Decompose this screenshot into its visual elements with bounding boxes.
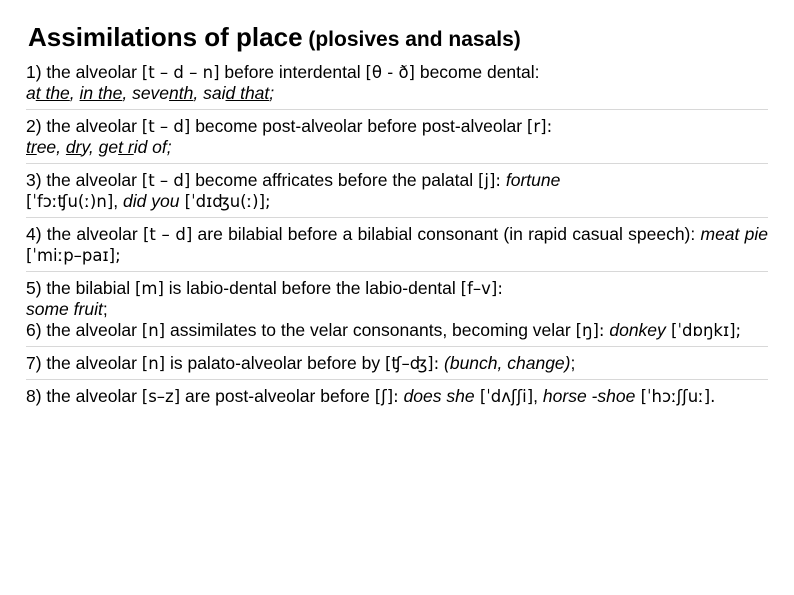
item-text: is palato-alveolar before by <box>165 353 385 373</box>
example-word: some fruit <box>26 299 103 319</box>
item-text: 5) the bilabial <box>26 278 135 298</box>
list-item-8 <box>26 386 768 407</box>
ipa-transcription: [t – d] <box>141 117 191 136</box>
ipa-transcription: [f–v]: <box>460 279 503 298</box>
ipa-transcription: [n] <box>141 354 166 373</box>
example-word: does she <box>398 386 475 406</box>
list-item-1 <box>26 62 768 110</box>
example-words: tree, dry, get rid of; <box>26 137 172 157</box>
item-text: , <box>533 386 543 406</box>
ipa-transcription: [ʧ–ʤ]: <box>384 354 440 373</box>
item-text: become post-alveolar before post-alveolar <box>190 116 527 136</box>
ipa-transcription: [s–z] <box>141 387 181 406</box>
item-text: 7) the alveolar <box>26 353 142 373</box>
title-main: Assimilations of place <box>28 22 303 52</box>
list-item-5-6 <box>26 278 768 347</box>
item-text: ; <box>570 353 576 373</box>
ipa-transcription: [t – d] <box>142 225 193 244</box>
example-word: horse -shoe <box>542 386 636 406</box>
ipa-transcription: [ˈdɒŋkɪ]; <box>665 321 742 340</box>
item-text: 8) the alveolar <box>26 386 142 406</box>
ipa-transcription: [m] <box>134 279 164 298</box>
ipa-transcription: [ˈhɔːʃʃuː]. <box>635 387 716 406</box>
item-text: become dental: <box>414 62 540 82</box>
example-word: did you <box>123 191 180 211</box>
ipa-transcription: [ʃ]: <box>374 387 399 406</box>
example-word: meat pie <box>700 224 769 244</box>
item-text: 2) the alveolar <box>26 116 142 136</box>
slide-title <box>28 22 770 53</box>
item-text: are post-alveolar before <box>180 386 375 406</box>
example-words: (bunch, change) <box>439 353 571 373</box>
ipa-transcription: [t – d] <box>141 171 191 190</box>
example-word: fortune <box>501 170 561 190</box>
ipa-transcription: [ˈdɪʤu(ː)]; <box>179 192 271 211</box>
item-text: are bilabial before a bilabial consonant (in rapid casual speech): <box>192 224 701 244</box>
ipa-transcription: [j]: <box>477 171 501 190</box>
ipa-transcription: [ˈfɔːʧu(ː)n] <box>26 192 114 211</box>
ipa-transcription: [t – d – n] <box>141 63 220 82</box>
example-words: at the, in the, seventh, said that; <box>26 83 275 103</box>
title-sub: (plosives and nasals) <box>302 28 521 51</box>
ipa-transcription: [ˈmiːp–paɪ]; <box>26 246 121 265</box>
list-item-4 <box>26 224 768 272</box>
item-text: , <box>113 191 123 211</box>
item-text: 4) the alveolar <box>26 224 143 244</box>
item-text: before interdental <box>219 62 366 82</box>
example-word: donkey <box>604 320 666 340</box>
ipa-transcription: [ŋ]: <box>575 321 605 340</box>
ipa-transcription: [r]: <box>526 117 553 136</box>
item-text: ; <box>102 299 108 319</box>
list-item-3 <box>26 170 768 218</box>
item-text: 6) the alveolar <box>26 320 142 340</box>
item-text: become affricates before the palatal <box>190 170 478 190</box>
item-text: 1) the alveolar <box>26 62 142 82</box>
list-item-7 <box>26 353 768 380</box>
ipa-transcription: [θ - ð] <box>365 63 415 82</box>
ipa-transcription: [n] <box>141 321 166 340</box>
item-text: 3) the alveolar <box>26 170 142 190</box>
item-text: is labio-dental before the labio-dental <box>163 278 461 298</box>
ipa-transcription: [ˈdʌʃʃi] <box>474 387 534 406</box>
list-item-2 <box>26 116 768 164</box>
item-text: assimilates to the velar consonants, becoming velar <box>165 320 576 340</box>
slide <box>26 22 770 407</box>
